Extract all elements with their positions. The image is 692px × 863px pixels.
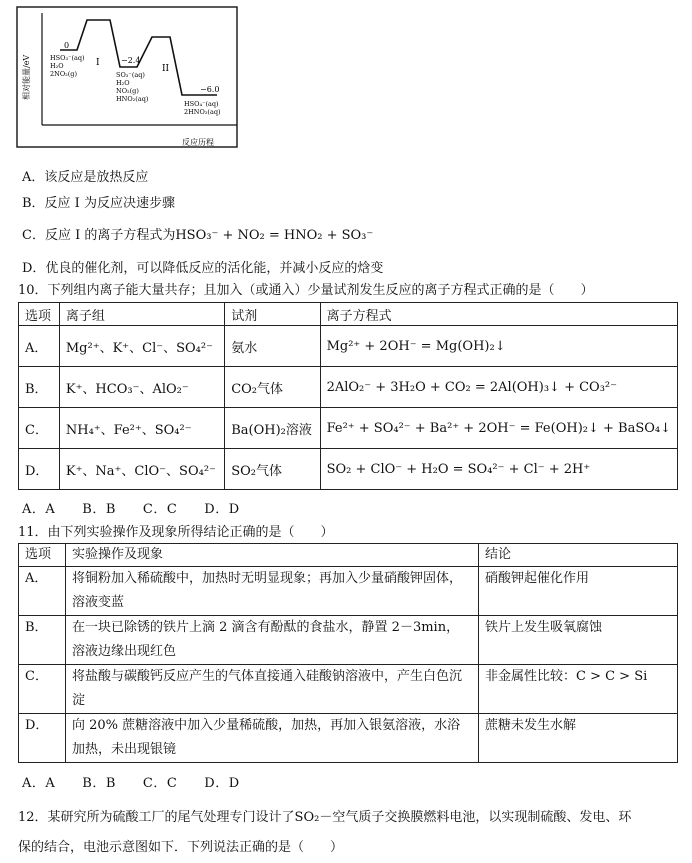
table-row <box>19 408 678 449</box>
q9-option-c: C．反应 I 的离子方程式为HSO₃⁻ + NO₂ = HNO₂ + SO₃⁻ <box>22 228 374 243</box>
q11-answers: A．A B．B C．C D．D <box>22 776 240 791</box>
level-0-species-3: 2NO₂(g) <box>50 70 77 78</box>
table-row <box>19 544 678 567</box>
q9-option-d: D．优良的催化剂，可以降低反应的活化能，并减小反应的焓变 <box>22 261 384 276</box>
level-1-species-2: H₂O <box>116 79 130 87</box>
header-cell: 试剂 <box>225 303 320 326</box>
level-2-species-1: HSO₄⁻(aq) <box>184 100 219 108</box>
q11-table <box>18 543 678 763</box>
reagent-cell: SO₂气体 <box>225 449 320 490</box>
q9-option-b: B．反应 I 为反应决速步骤 <box>22 196 175 211</box>
table-row <box>19 303 678 326</box>
option-cell: B． <box>19 616 66 665</box>
q10-answers: A．A B．B C．C D．D <box>22 502 240 517</box>
header-cell: 选项 <box>19 303 60 326</box>
option-cell: D． <box>19 714 66 763</box>
level-2-value: −6.0 <box>200 85 220 94</box>
level-0-value: 0 <box>64 41 70 50</box>
equation-cell: SO₂ + ClO⁻ + H₂O = SO₄²⁻ + Cl⁻ + 2H⁺ <box>320 449 677 490</box>
y-axis-label: 相对能量/eV <box>22 54 31 100</box>
q10-stem: 10．下列组内离子能大量共存；且加入（或通入）少量试剂发生反应的离子方程式正确的是（ ） <box>18 283 594 298</box>
q11-stem: 11．由下列实验操作及现象所得结论正确的是（ ） <box>18 525 334 540</box>
operation-cell: 在一块已除锈的铁片上滴 2 滴含有酚酞的食盐水，静置 2－3min，溶液边缘出现红色 <box>66 616 479 665</box>
header-cell: 实验操作及现象 <box>66 544 479 567</box>
ions-cell: K⁺、Na⁺、ClO⁻、SO₄²⁻ <box>59 449 224 490</box>
header-cell: 结论 <box>479 544 678 567</box>
q12-line-2: 保的结合，电池示意图如下．下列说法正确的是（ ） <box>18 840 344 855</box>
table-row <box>19 616 678 665</box>
equation-cell: Fe²⁺ + SO₄²⁻ + Ba²⁺ + 2OH⁻ = Fe(OH)₂↓ + BaSO₄↓ <box>320 408 677 449</box>
q10-table <box>18 302 678 490</box>
x-axis-label: 反应历程 <box>182 138 214 147</box>
header-cell: 选项 <box>19 544 66 567</box>
equation-cell: Mg²⁺ + 2OH⁻ = Mg(OH)₂↓ <box>320 326 677 367</box>
option-cell: A． <box>19 326 60 367</box>
option-cell: C． <box>19 665 66 714</box>
ions-cell: NH₄⁺、Fe²⁺、SO₄²⁻ <box>59 408 224 449</box>
table-row <box>19 567 678 616</box>
level-1-species-3: NO₂(g) <box>116 87 139 95</box>
conclusion-cell: 硝酸钾起催化作用 <box>479 567 678 616</box>
option-cell: B． <box>19 367 60 408</box>
level-1-value: −2.4 <box>121 56 141 65</box>
reagent-cell: Ba(OH)₂溶液 <box>225 408 320 449</box>
operation-cell: 向 20% 蔗糖溶液中加入少量稀硫酸，加热，再加入银氨溶液，水浴加热，未出现银镜 <box>66 714 479 763</box>
step-1-label: I <box>96 58 100 68</box>
reagent-cell: 氨水 <box>225 326 320 367</box>
step-2-label: II <box>162 64 170 74</box>
level-1-species-4: HNO₂(aq) <box>116 95 149 103</box>
table-row <box>19 714 678 763</box>
conclusion-cell: 铁片上发生吸氧腐蚀 <box>479 616 678 665</box>
option-cell: D． <box>19 449 60 490</box>
option-cell: C． <box>19 408 60 449</box>
level-0-species-2: H₂O <box>50 62 64 70</box>
header-cell: 离子方程式 <box>320 303 677 326</box>
operation-cell: 将盐酸与碳酸钙反应产生的气体直接通入硅酸钠溶液中，产生白色沉淀 <box>66 665 479 714</box>
level-2-species-2: 2HNO₂(aq) <box>184 108 221 116</box>
level-0-species-1: HSO₃⁻(aq) <box>50 54 85 62</box>
q9-option-a: A．该反应是放热反应 <box>22 170 149 185</box>
equation-cell: 2AlO₂⁻ + 3H₂O + CO₂ = 2Al(OH)₃↓ + CO₃²⁻ <box>320 367 677 408</box>
table-row <box>19 326 678 367</box>
conclusion-cell: 蔗糖未发生水解 <box>479 714 678 763</box>
table-row <box>19 665 678 714</box>
conclusion-cell: 非金属性比较：C > C > Si <box>479 665 678 714</box>
ions-cell: Mg²⁺、K⁺、Cl⁻、SO₄²⁻ <box>59 326 224 367</box>
table-row <box>19 449 678 490</box>
level-1-species-1: SO₃⁻(aq) <box>116 71 145 79</box>
reagent-cell: CO₂气体 <box>225 367 320 408</box>
operation-cell: 将铜粉加入稀硫酸中，加热时无明显现象；再加入少量硝酸钾固体，溶液变蓝 <box>66 567 479 616</box>
table-row <box>19 367 678 408</box>
ions-cell: K⁺、HCO₃⁻、AlO₂⁻ <box>59 367 224 408</box>
header-cell: 离子组 <box>59 303 224 326</box>
option-cell: A． <box>19 567 66 616</box>
energy-diagram <box>12 5 242 155</box>
q12-line-1: 12．某研究所为硫酸工厂的尾气处理专门设计了SO₂－空气质子交换膜燃料电池，以实现制硫酸、发电、环 <box>18 810 632 825</box>
